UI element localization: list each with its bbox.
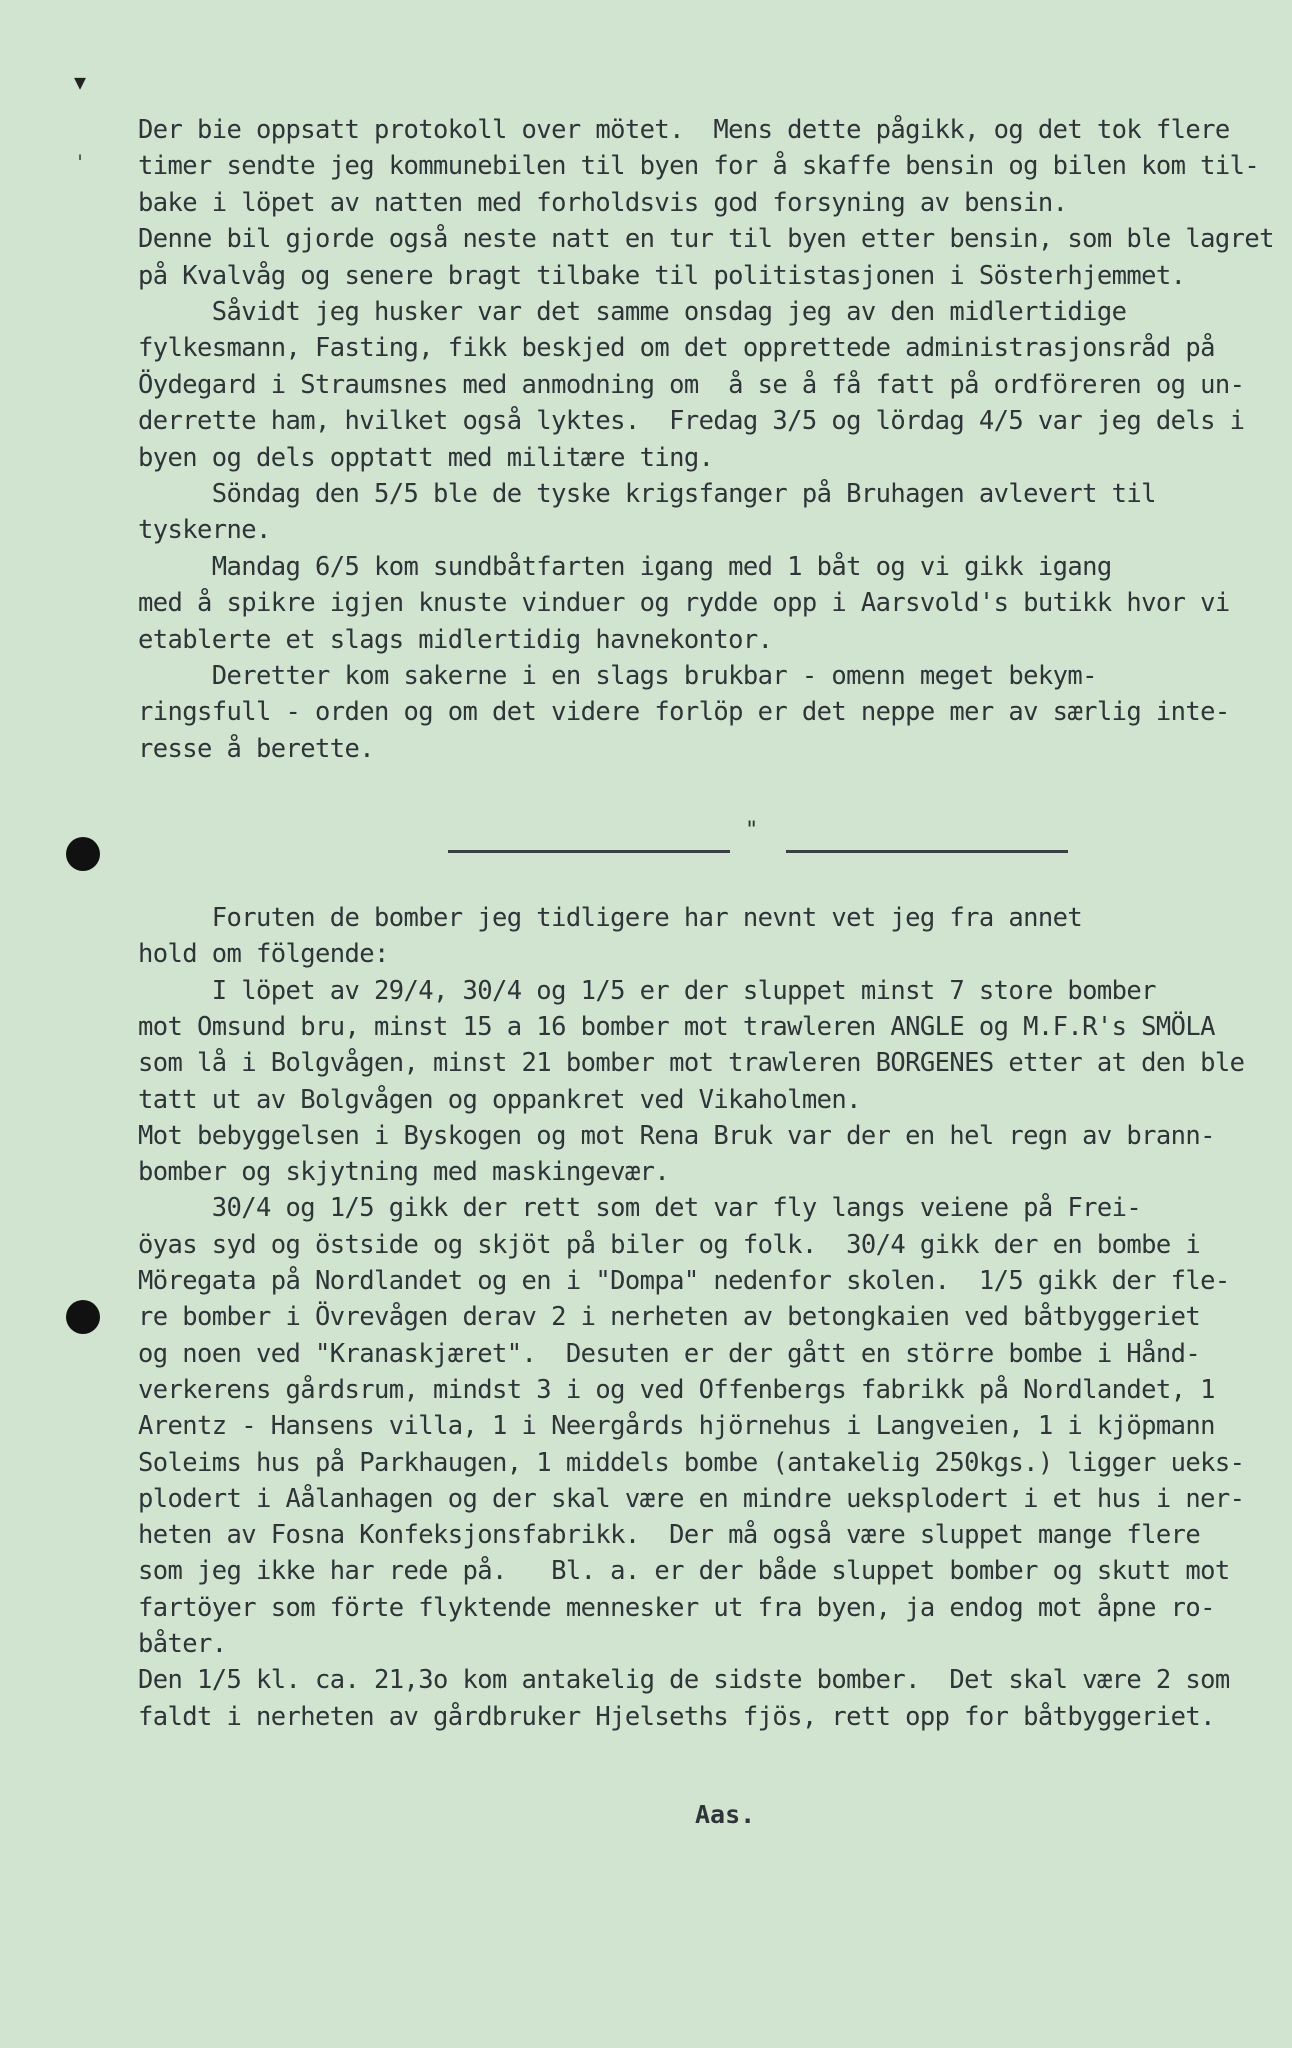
text-line: resse å berette. [138, 733, 375, 764]
text-line: öyas syd og östside og skjöt på biler og folk. 30/4 gikk der en bombe i [138, 1229, 1201, 1260]
text-line: Möregata på Nordlandet og en i "Dompa" nedenfor skolen. 1/5 gikk der fle- [138, 1266, 1230, 1296]
text-line: tyskerne. [138, 515, 271, 546]
text-line: timer sendte jeg kommunebilen til byen for å skaffe bensin og bilen kom til- [138, 151, 1260, 182]
text-line: 30/4 og 1/5 gikk der rett som det var fly langs veiene på Frei- [138, 1193, 1142, 1224]
text-line: etablerte et slags midlertidig havnekontor. [138, 624, 773, 655]
text-line: bomber og skjytning med maskingevær. [138, 1157, 670, 1188]
text-line: og noen ved "Kranaskjæret". Desuten er der gått en större bombe i Hånd- [138, 1338, 1201, 1369]
text-line: ringsfull - orden og om det videre forlöp er det neppe mer av særlig inte- [138, 697, 1230, 728]
punch-hole-top [66, 837, 100, 871]
text-line: Foruten de bomber jeg tidligere har nevnt vet jeg fra annet [138, 903, 1083, 933]
text-line: Mandag 6/5 kom sundbåtfarten igang med 1 båt og vi gikk igang [138, 551, 1112, 582]
text-line: verkerens gårdsrum, mindst 3 i og ved Offenbergs fabrikk på Nordlandet, 1 [138, 1374, 1215, 1405]
text-line: Deretter kom sakerne i en slags brukbar - omenn meget bekym- [138, 661, 1097, 691]
text-line: I löpet av 29/4, 30/4 og 1/5 er der sluppet minst 7 store bomber [138, 975, 1156, 1006]
punch-hole-bottom [66, 1300, 100, 1334]
separator-rule-left [448, 850, 730, 853]
text-line: bake i löpet av natten med forholdsvis god forsyning av bensin. [138, 187, 1068, 218]
text-line: faldt i nerheten av gårdbruker Hjelseths fjös, rett opp for båtbyggeriet. [138, 1701, 1215, 1732]
text-line: tatt ut av Bolgvågen og oppankret ved Vikaholmen. [138, 1084, 861, 1115]
text-line: mot Omsund bru, minst 15 a 16 bomber mot trawleren ANGLE og M.F.R's SMÖLA [138, 1011, 1215, 1042]
text-line: byen og dels opptatt med militære ting. [138, 442, 714, 473]
text-line: derrette ham, hvilket også lyktes. Fredag 3/5 og lördag 4/5 var jeg dels i [138, 406, 1245, 437]
signature: Aas. [695, 1800, 756, 1829]
text-line: Mot bebyggelsen i Byskogen og mot Rena Bruk var der en hel regn av brann- [138, 1120, 1215, 1151]
text-line: som lå i Bolgvågen, minst 21 bomber mot trawleren BORGENES etter at den ble [138, 1048, 1245, 1079]
text-line: Denne bil gjorde også neste natt en tur til byen etter bensin, som ble lagret [138, 224, 1274, 255]
text-line: Arentz - Hansens villa, 1 i Neergårds hjörnehus i Langveien, 1 i kjöpmann [138, 1411, 1215, 1442]
separator-mark: " [745, 818, 759, 843]
text-line: plodert i Aålanhagen og der skal være en mindre ueksplodert i et hus i ner- [138, 1483, 1245, 1514]
top-arrow-mark: ▼ [74, 70, 87, 94]
text-line: Den 1/5 kl. ca. 21,3o kom antakelig de sidste bomber. Det skal være 2 som [138, 1665, 1230, 1696]
text-line: Der bie oppsatt protokoll over mötet. Mens dette pågikk, og det tok flere [138, 115, 1230, 145]
text-line: Såvidt jeg husker var det samme onsdag jeg av den midlertidige [138, 297, 1127, 327]
text-line: på Kvalvåg og senere bragt tilbake til politistasjonen i Sösterhjemmet. [138, 260, 1186, 291]
text-line: fartöyer som förte flyktende mennesker ut fra byen, ja endog mot åpne ro- [138, 1592, 1215, 1623]
text-line: re bomber i Övrevågen derav 2 i nerheten av betongkaien ved båtbyggeriet [138, 1302, 1201, 1333]
text-line: hold om fölgende: [138, 939, 389, 970]
text-line: båter. [138, 1629, 227, 1659]
margin-tick-mark: ˌ [74, 138, 87, 162]
text-line: Öydegard i Straumsnes med anmodning om å se å få fatt på ordföreren og un- [138, 369, 1245, 400]
text-line: heten av Fosna Konfeksjonsfabrikk. Der må også være sluppet mange flere [138, 1520, 1201, 1551]
text-line: Söndag den 5/5 ble de tyske krigsfanger på Bruhagen avlevert til [138, 479, 1156, 509]
separator-rule-right [786, 850, 1068, 853]
text-line: Soleims hus på Parkhaugen, 1 middels bombe (antakelig 250kgs.) ligger ueks- [138, 1447, 1245, 1478]
section-bombing-text [138, 900, 1278, 1800]
text-line: fylkesmann, Fasting, fikk beskjed om det opprettede administrasjonsråd på [138, 333, 1215, 364]
text-line: som jeg ikke har rede på. Bl. a. er der både sluppet bomber og skutt mot [138, 1556, 1230, 1587]
section-protocol-text [138, 112, 1278, 812]
text-line: med å spikre igjen knuste vinduer og rydde opp i Aarsvold's butikk hvor vi [138, 588, 1230, 619]
